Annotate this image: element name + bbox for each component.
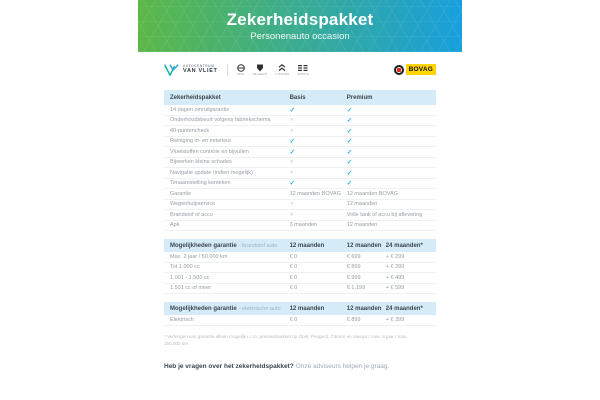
brand-aiways bbox=[297, 64, 309, 76]
check-icon: ✓ bbox=[346, 127, 353, 135]
table-cell bbox=[290, 212, 347, 218]
table-cell: € 699 bbox=[346, 253, 361, 260]
brand-citroen bbox=[276, 64, 290, 76]
column-header-24-maanden: 24 maanden* bbox=[385, 242, 423, 249]
table-cell bbox=[290, 201, 347, 207]
table-cell: 12 maanden bbox=[346, 222, 378, 229]
table-cell bbox=[347, 148, 430, 156]
table-row bbox=[164, 105, 436, 116]
cross-icon: ✕ bbox=[289, 201, 294, 208]
table-cell bbox=[290, 159, 347, 165]
dealer-name bbox=[183, 64, 218, 75]
table-row bbox=[164, 189, 436, 200]
column-header-12-maanden-2: 12 maanden bbox=[346, 305, 382, 312]
dealer-name-bottom: VAN VLIET bbox=[183, 68, 218, 75]
brand-opel bbox=[237, 64, 245, 76]
table-cell: € 999 bbox=[346, 274, 361, 281]
table-row bbox=[164, 168, 436, 179]
table-cell: € 899 bbox=[346, 264, 361, 271]
table-cell: Garantie bbox=[170, 190, 192, 197]
table-cell: 1.001 - 1.500 cc bbox=[170, 274, 210, 281]
table-row bbox=[164, 273, 436, 284]
peugeot-icon bbox=[256, 64, 264, 72]
garantie-elektrisch-table bbox=[164, 302, 436, 326]
column-header-basis: Basis bbox=[289, 94, 306, 101]
cross-icon: ✕ bbox=[289, 169, 294, 176]
table-row bbox=[164, 147, 436, 158]
column-header-12-maanden-1: 12 maanden bbox=[289, 242, 325, 249]
table-row bbox=[164, 252, 436, 263]
garantie-elektrisch-table-body bbox=[164, 315, 436, 326]
footnote: * Verlengen van garantie alleen mogelijk i.c.m. premiumpakket op Opel, Peugeot, Citroën en Aiways / max. 8 jaar / max. 150.000 km bbox=[164, 333, 408, 347]
table-cell: € 0 bbox=[289, 285, 298, 292]
garantie-elektrisch-table-header bbox=[164, 302, 436, 315]
brand-citroen-label: CITROËN bbox=[275, 72, 290, 76]
brand-peugeot-label: PEUGEOT bbox=[252, 72, 268, 76]
table-row bbox=[164, 221, 436, 232]
brand-opel-label: OPEL bbox=[236, 72, 245, 76]
table-row bbox=[164, 315, 436, 326]
content bbox=[138, 90, 462, 370]
table-cell: 3 maanden bbox=[289, 222, 318, 229]
check-icon: ✓ bbox=[346, 117, 353, 125]
table-row bbox=[164, 179, 436, 190]
table-cell: + € 599 bbox=[385, 285, 405, 292]
table-cell bbox=[290, 170, 347, 176]
table-cell bbox=[347, 106, 430, 114]
table-cell: € 0 bbox=[289, 264, 298, 271]
table-cell: € 0 bbox=[289, 316, 298, 323]
column-header-mogelijkheden-elektrisch bbox=[170, 306, 290, 312]
footer-question-bold: Heb je vragen over het zekerheidspakket? bbox=[164, 363, 294, 371]
table-cell: Apk bbox=[170, 222, 180, 229]
table-cell: 12 maanden bbox=[346, 201, 378, 208]
header-light-part: - elektrische auto bbox=[238, 305, 281, 312]
table-cell bbox=[290, 106, 347, 114]
table-cell bbox=[290, 137, 347, 145]
table-cell: € 899 bbox=[346, 316, 361, 323]
table-cell: + € 399 bbox=[385, 264, 405, 271]
table-cell bbox=[347, 127, 430, 135]
table-cell bbox=[347, 179, 430, 187]
check-icon: ✓ bbox=[289, 180, 296, 188]
cross-icon: ✕ bbox=[289, 211, 294, 218]
zekerheidspakket-table-body bbox=[164, 105, 436, 231]
cross-icon: ✕ bbox=[289, 159, 294, 166]
table-row bbox=[164, 126, 436, 137]
table-cell bbox=[347, 116, 430, 124]
logo-divider bbox=[227, 64, 228, 76]
header-bold-part: Mogelijkheden garantie bbox=[170, 242, 237, 249]
brand-peugeot bbox=[253, 64, 268, 76]
bovag-logo bbox=[394, 64, 436, 75]
table-cell bbox=[347, 137, 430, 145]
cross-icon: ✕ bbox=[289, 117, 294, 124]
column-header-12-maanden-1: 12 maanden bbox=[289, 305, 325, 312]
table-cell: Volle tank of accu bij aflevering bbox=[346, 211, 423, 218]
header-banner bbox=[138, 0, 462, 52]
table-cell: + € 499 bbox=[385, 274, 405, 281]
table-row bbox=[164, 263, 436, 274]
table-cell: 14 dagen omruilgarantie bbox=[170, 106, 230, 113]
table-cell: 12 maanden BOVAG bbox=[346, 190, 399, 197]
table-cell: 40-puntencheck bbox=[170, 127, 210, 134]
table-cell: Bijwerken kleine schades bbox=[170, 159, 232, 166]
table-cell: Onderhoudsbeurt volgens fabriekschema bbox=[170, 117, 271, 124]
table-cell: Brandstof of accu bbox=[170, 211, 213, 218]
citroen-icon bbox=[278, 64, 286, 72]
column-header-12-maanden-2: 12 maanden bbox=[346, 242, 382, 249]
table-cell: € 0 bbox=[289, 274, 298, 281]
aiways-icon bbox=[298, 64, 308, 72]
column-header-24-maanden: 24 maanden* bbox=[385, 305, 423, 312]
header-bold-part: Mogelijkheden garantie bbox=[170, 305, 237, 312]
table-cell: Navigatie update (indien mogelijk) bbox=[170, 169, 253, 176]
table-cell bbox=[290, 179, 347, 187]
table-row bbox=[164, 200, 436, 211]
brand-logos bbox=[237, 64, 309, 76]
column-header-mogelijkheden-brandstof bbox=[170, 243, 290, 249]
table-cell: Max. 2 jaar / 50.000 km bbox=[170, 253, 228, 260]
column-header-premium: Premium bbox=[346, 94, 373, 101]
table-cell: € 0 bbox=[289, 253, 298, 260]
table-cell bbox=[290, 148, 347, 156]
table-row bbox=[164, 137, 436, 148]
logo-row bbox=[138, 52, 462, 84]
footer-question bbox=[164, 363, 436, 370]
zekerheidspakket-table-header bbox=[164, 90, 436, 105]
check-icon: ✓ bbox=[346, 106, 353, 114]
dealer-logo bbox=[164, 64, 218, 76]
footer-question-normal: Onze adviseurs helpen je graag. bbox=[295, 363, 390, 371]
table-cell: € 1.199 bbox=[346, 285, 366, 292]
table-cell bbox=[290, 117, 347, 123]
table-row bbox=[164, 284, 436, 295]
bovag-label: BOVAG bbox=[406, 64, 436, 75]
page-subtitle: Personenauto occasion bbox=[250, 31, 350, 42]
check-icon: ✓ bbox=[346, 138, 353, 146]
check-icon: ✓ bbox=[289, 138, 296, 146]
check-icon: ✓ bbox=[289, 106, 296, 114]
brand-aiways-label: AIWAYS bbox=[297, 72, 309, 76]
table-cell: Tenaamstelling kenteken bbox=[170, 180, 231, 187]
check-icon: ✓ bbox=[289, 148, 296, 156]
garantie-brandstof-table-body bbox=[164, 252, 436, 294]
check-icon: ✓ bbox=[346, 148, 353, 156]
table-cell: Wegenhulpservice bbox=[170, 201, 216, 208]
header-light-part: - brandstof auto bbox=[238, 242, 278, 249]
table-cell: Vloeistoffen controle en bijvullen bbox=[170, 148, 249, 155]
opel-icon bbox=[237, 64, 245, 72]
table-cell bbox=[290, 128, 347, 134]
check-icon: ✓ bbox=[346, 180, 353, 188]
garantie-brandstof-table-header bbox=[164, 239, 436, 252]
page-title: Zekerheidspakket bbox=[226, 10, 374, 29]
table-cell: 1.501 cc of meer bbox=[170, 285, 211, 292]
table-row bbox=[164, 116, 436, 127]
table-row bbox=[164, 158, 436, 169]
table-cell: + € 299 bbox=[385, 253, 405, 260]
table-cell: + € 399 bbox=[385, 316, 405, 323]
garantie-brandstof-table bbox=[164, 239, 436, 294]
column-header-zekerheidspakket: Zekerheidspakket bbox=[170, 94, 221, 101]
table-cell bbox=[347, 169, 430, 177]
check-icon: ✓ bbox=[346, 159, 353, 167]
dealer-name-top: AUTOCENTRUM bbox=[183, 64, 215, 69]
zekerheidspakket-table bbox=[164, 90, 436, 231]
bovag-wheel-icon bbox=[394, 65, 404, 75]
document-page bbox=[138, 0, 462, 400]
check-icon: ✓ bbox=[346, 169, 353, 177]
table-cell: Elektrisch bbox=[170, 316, 194, 323]
table-cell bbox=[347, 158, 430, 166]
van-vliet-v-icon bbox=[164, 64, 179, 76]
table-cell: Tot 1.000 cc bbox=[170, 264, 200, 271]
table-cell: Reiniging in- en exterieur bbox=[170, 138, 232, 145]
table-cell: 12 maanden BOVAG bbox=[289, 190, 341, 197]
cross-icon: ✕ bbox=[289, 127, 294, 134]
table-row bbox=[164, 210, 436, 221]
